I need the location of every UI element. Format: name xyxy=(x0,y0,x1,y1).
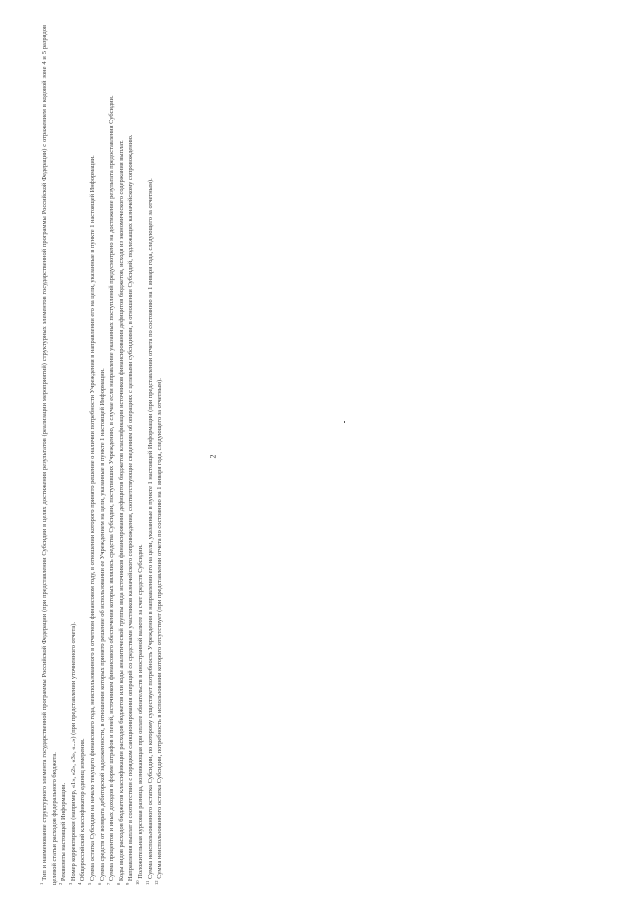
footnote: $^{12}$ Сумма неиспользованного остатка Субсидии, потребность в использовании которого отсутствует (при представлении отчета по состоянию на 1 января года, следующего за отчетным). xyxy=(154,378,164,885)
footnote: $^4$ Общероссийский классификатор единиц измерения. xyxy=(77,738,87,885)
footnote: $^9$ Направления выплат в соответствии с порядком санкционирования операций со средствами участников казначейского сопровождения, соответствующие сведениям об операциях с целевыми субсидиями, в отношении Субсидий, подлежащих казначейскому сопровождению. xyxy=(125,134,135,885)
footnote: $^{11}$ Сумма неиспользованного остатка Субсидии, по которому существует потребность Учреждения в направлении его на цели, указанные в пункте 1 настоящей Информации (при представлении отчета по состоянию на 1 января года, следующего за отчетным). xyxy=(144,178,154,885)
footnote: $^1$ Тип и наименование структурного элемента государственной программы Российской Федерации (при представлении Субсидии в целях достижения результатов (реализации мероприятий) структурных элементов государственной программы Российской Федерации) с отражением в кодовой зоне 4 и 5 разрядов целевой статьи расходов федерального бюджета. xyxy=(38,25,58,885)
scan-speck xyxy=(344,421,345,423)
footnote: $^2$ Реквизиты настоящей Информации. xyxy=(58,782,68,885)
footnote: $^{10}$ Положительная курсовая разница, возникающая при оплате обязательств в иностранной валюте за счет средств Субсидии. xyxy=(134,544,144,885)
footnote: $^3$ Номер корректировки (например, «1», «2», «3», «...») (при представлении уточненного отчета). xyxy=(67,622,77,885)
footnote: $^7$ Сумма процентов и иных доходов в форме штрафов и пеней, источником финансового обеспечения которых являлись средства Субсидии, поступивших Учреждению, в случае если направление указанных поступлений предусмотрено на достижение результата предоставления Субсидии. xyxy=(106,95,116,885)
footnote: $^5$ Сумма остатка Субсидии на начало текущего финансового года, неиспользованного в отчетном финансовом году, в отношении которого принято решение о наличии потребности Учреждения в направлении его на цели, указанные в пункте 1 настоящей Информации. xyxy=(86,155,96,885)
footnote: $^8$ Коды видов расходов бюджетов классификации расходов бюджетов или коды аналитической группы вида источников финансирования дефицитов бюджетов классификации источников финансирования дефицитов бюджетов, исходя из экономического содержания выплат. xyxy=(115,140,125,885)
footnote: $^6$ Сумма средств от возврата дебиторской задолженности, в отношении которых принято решение об использовании ее Учреждением на цели, указанные в пункте 1 настоящей Информации. xyxy=(96,368,106,885)
footnotes-block xyxy=(40,25,280,885)
page-number: 2 xyxy=(208,454,218,459)
